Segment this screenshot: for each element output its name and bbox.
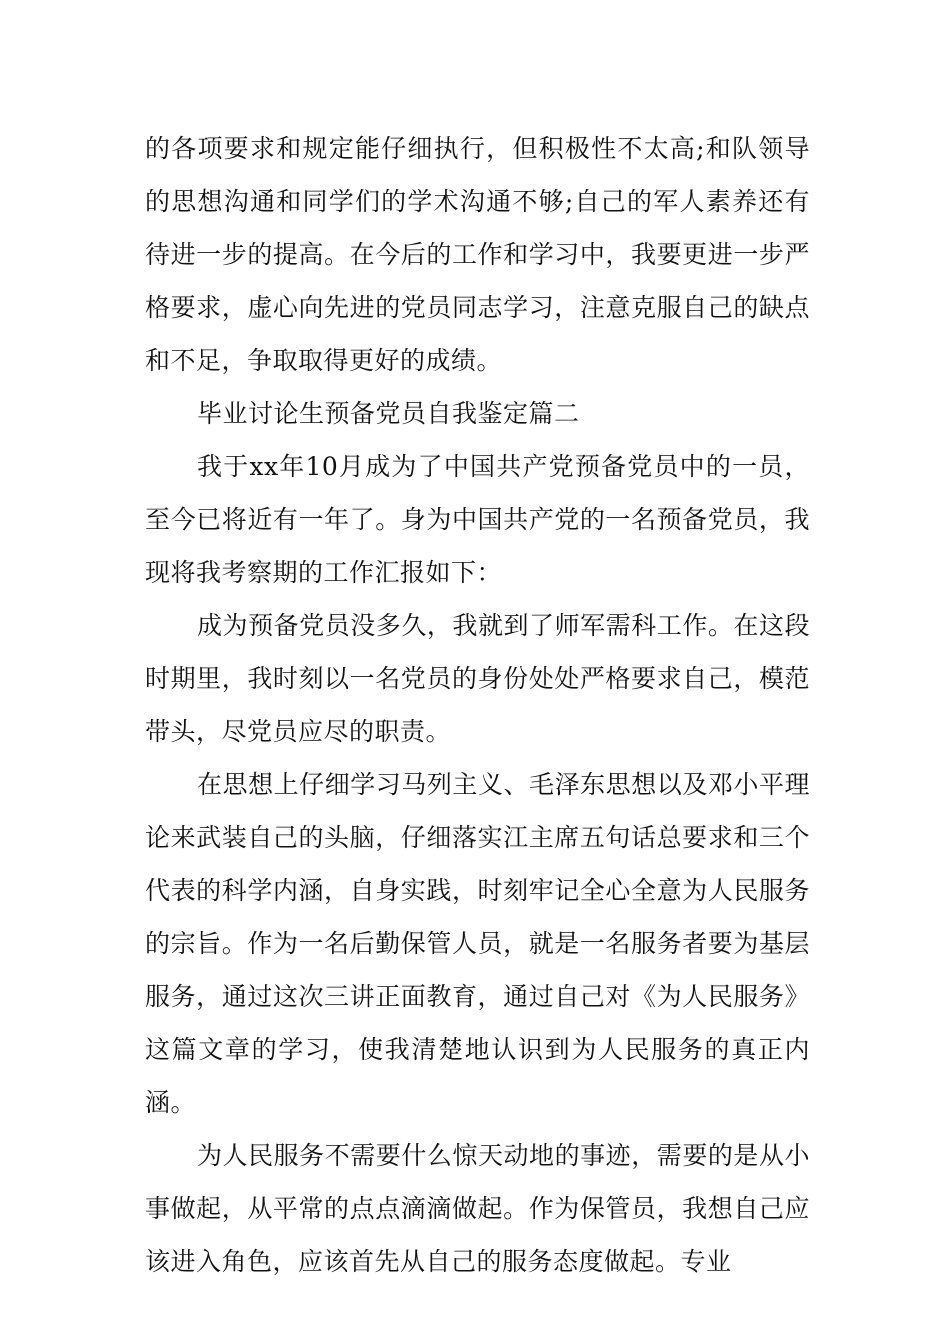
paragraph: 在思想上仔细学习马列主义、毛泽东思想以及邓小平理论来武装自己的头脑，仔细落实江主席五句话总要求和三个代表的科学内涵，自身实践，时刻牢记全心全意为人民服务的宗旨。作为一名后勤保管人员，就是一名服务者要为基层服务，通过这次三讲正面教育，通过自己对《为人民服务》这篇文章的学习，使我清楚地认识到为人民服务的真正内涵。 xyxy=(145,770,810,1117)
paragraph-continued: 的各项要求和规定能仔细执行，但积极性不太高;和队领导的思想沟通和同学们的学术沟通不够;自己的军人素养还有待进一步的提高。在今后的工作和学习中，我要更进一步严格要求，虚心向先进的党员同志学习，注意克服自己的缺点和不足，争取取得更好的成绩。 xyxy=(145,134,810,375)
paragraph: 成为预备党员没多久，我就到了师军需科工作。在这段时期里，我时刻以一名党员的身份处处严格要求自己，模范带头，尽党员应尽的职责。 xyxy=(145,611,810,746)
section-heading: 毕业讨论生预备党员自我鉴定篇二 xyxy=(197,399,580,428)
document-body xyxy=(145,122,810,1288)
paragraph: 我于xx年10月成为了中国共产党预备党员中的一员，至今已将近有一年了。身为中国共产党的一名预备党员，我现将我考察期的工作汇报如下： xyxy=(145,452,810,587)
paragraph: 为人民服务不需要什么惊天动地的事迹，需要的是从小事做起，从平常的点点滴滴做起。作为保管员，我想自己应该进入角色，应该首先从自己的服务态度做起。专业 xyxy=(145,1141,810,1276)
